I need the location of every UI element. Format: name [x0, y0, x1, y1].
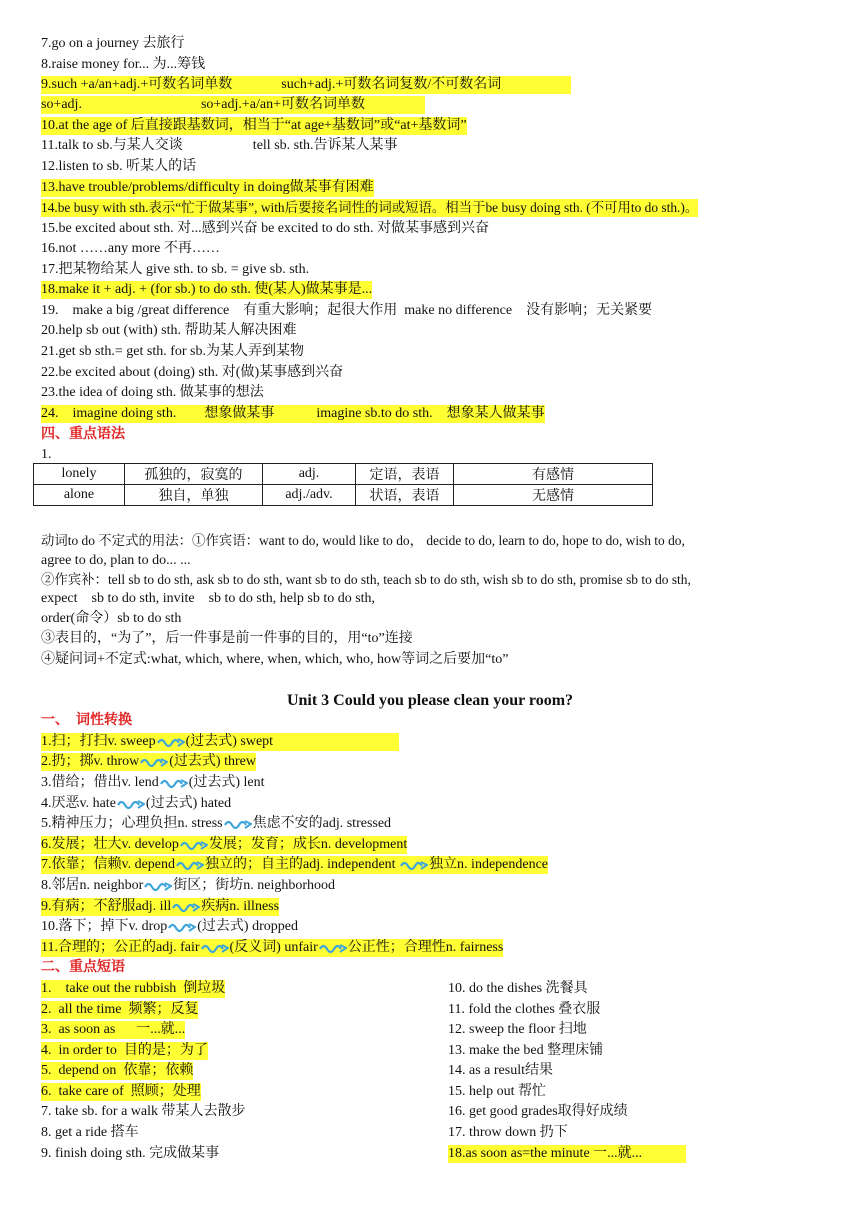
- phrase-right-18: 18.as soon as=the minute 一...就...: [448, 1145, 686, 1163]
- table-number: 1.: [41, 447, 52, 462]
- word-form-base: 11.合理的；公正的adj. fair: [41, 940, 200, 955]
- phrase-right-12: 12. sweep the floor 扫地: [448, 1022, 587, 1037]
- infinitive-line-6: ③表目的，“为了”，后一件事是前一件事的目的，用“to”连接: [41, 631, 413, 646]
- infinitive-line-7: ④疑问词+不定式:what, which, where, when, which, who, how等词之后要加“to”: [41, 652, 509, 667]
- lonely-alone-table: [33, 463, 653, 506]
- phrase-left-6: 6. take care of 照顾；处理: [41, 1084, 201, 1099]
- wave-arrow-icon: [172, 901, 200, 913]
- infinitive-line-3: ②作宾补：tell sb to do sth, ask sb to do sth, want sb to do sth, teach sb to do sth, wish sb to do sth, promise sb to do sth,: [41, 572, 691, 587]
- phrase-14: 14.be busy with sth.表示“忙于做某事”, with后要接名词性的词或短语。相当于be busy doing sth. (不可用to do sth.)。: [41, 200, 699, 215]
- table-cell: 无感情: [454, 485, 653, 506]
- wave-arrow-icon: [180, 839, 208, 851]
- word-form-derived: 独立的；自主的adj. independent: [205, 857, 400, 872]
- phrase-left-9: 9. finish doing sth. 完成做某事: [41, 1146, 220, 1161]
- wave-arrow-icon: [117, 798, 145, 810]
- word-form-derived: (过去式) swept: [185, 734, 274, 749]
- wave-arrow-icon: [160, 777, 188, 789]
- phrase-left-1: 1. take out the rubbish 倒垃圾: [41, 981, 226, 996]
- word-form-derived: (反义词) unfair: [229, 940, 318, 955]
- wave-arrow-icon: [400, 859, 428, 871]
- phrase-11: 11.talk to sb.与某人交谈 tell sb. sth.告诉某人某事: [41, 138, 398, 153]
- phrase-9: 9.such +a/an+adj.+可数名词单数 such+adj.+可数名词复数/不可数名词: [41, 76, 571, 94]
- word-form-derived: (过去式) threw: [169, 754, 256, 769]
- section2-heading: 二、重点短语: [41, 960, 125, 975]
- phrase-right-16: 16. get good grades取得好成绩: [448, 1104, 628, 1119]
- word-form-base: 2.扔；掷v. throw: [41, 754, 140, 769]
- word-form-row: [41, 795, 231, 813]
- phrase-left-8: 8. get a ride 搭车: [41, 1125, 139, 1140]
- table-row: [34, 485, 653, 506]
- word-form-derived-2: 独立n. independence: [429, 857, 549, 872]
- phrase-20: 20.help sb out (with) sth. 帮助某人解决困难: [41, 323, 297, 338]
- word-form-base: 8.邻居n. neighbor: [41, 878, 144, 893]
- wave-arrow-icon: [157, 736, 185, 748]
- word-form-row: [41, 856, 548, 874]
- table-row: [34, 464, 653, 485]
- phrase-15: 15.be excited about sth. 对...感到兴奋 be excited to do sth. 对做某事感到兴奋: [41, 221, 489, 236]
- word-form-row: [41, 918, 298, 936]
- phrase-left-2: 2. all the time 频繁；反复: [41, 1002, 199, 1017]
- phrase-7: 7.go on a journey 去旅行: [41, 36, 185, 51]
- phrase-8: 8.raise money for... 为...筹钱: [41, 57, 206, 72]
- phrase-22: 22.be excited about (doing) sth. 对(做)某事感到兴奋: [41, 365, 344, 380]
- phrase-9-so: so+adj. so+adj.+a/an+可数名词单数: [41, 96, 425, 114]
- phrase-left-7: 7. take sb. for a walk 带某人去散步: [41, 1104, 246, 1119]
- word-form-derived: (过去式) hated: [145, 796, 232, 811]
- wave-arrow-icon: [140, 756, 168, 768]
- phrase-19: 19. make a big /great difference 有重大影响；起很大作用 make no difference 没有影响；无关紧要: [41, 303, 653, 318]
- phrase-13: 13.have trouble/problems/difficulty in doing做某事有困难: [41, 180, 374, 195]
- phrase-10: 10.at the age of 后直接跟基数词，相当于“at age+基数词”或“at+基数词”: [41, 118, 467, 133]
- word-form-derived: (过去式) dropped: [197, 919, 298, 934]
- word-form-derived: (过去式) lent: [188, 775, 265, 790]
- word-form-base: 5.精神压力；心理负担n. stress: [41, 816, 223, 831]
- unit-title: Unit 3 Could you please clean your room?: [286, 692, 574, 709]
- table-cell: lonely: [34, 464, 125, 485]
- phrase-right-11: 11. fold the clothes 叠衣服: [448, 1002, 601, 1017]
- wave-arrow-icon: [176, 859, 204, 871]
- word-form-derived: 街区；街坊n. neighborhood: [173, 878, 336, 893]
- phrase-right-13: 13. make the bed 整理床铺: [448, 1043, 604, 1058]
- phrase-right-15: 15. help out 帮忙: [448, 1084, 546, 1099]
- word-form-derived-2: 公正性；合理性n. fairness: [347, 940, 504, 955]
- word-form-base: 4.厌恶v. hate: [41, 796, 116, 811]
- word-form-row: [41, 733, 399, 751]
- word-form-derived: 发展；发育；成长n. development: [208, 837, 408, 852]
- phrase-left-3: 3. as soon as 一...就...: [41, 1022, 186, 1037]
- word-form-derived: 焦虑不安的adj. stressed: [252, 816, 392, 831]
- phrase-12: 12.listen to sb. 听某人的话: [41, 159, 197, 174]
- phrase-24: 24. imagine doing sth. 想象做某事 imagine sb.to do sth. 想象某人做某事: [41, 406, 545, 421]
- phrase-right-14: 14. as a result结果: [448, 1063, 553, 1078]
- phrase-left-5: 5. depend on 依靠；依赖: [41, 1063, 194, 1078]
- word-form-base: 1.扫；打扫v. sweep: [41, 734, 156, 749]
- word-form-row: [41, 898, 279, 916]
- phrase-18: 18.make it + adj. + (for sb.) to do sth. 使(某人)做某事是...: [41, 282, 373, 297]
- table-cell: 孤独的，寂寞的: [125, 464, 263, 485]
- word-form-row: [41, 815, 391, 833]
- wave-arrow-icon: [201, 942, 229, 954]
- table-cell: 状语，表语: [356, 485, 454, 506]
- phrase-16: 16.not ……any more 不再……: [41, 241, 220, 256]
- infinitive-line-5: order(命令）sb to do sth: [41, 611, 182, 626]
- word-form-row: [41, 939, 503, 957]
- infinitive-line-1: 动词to do 不定式的用法：①作宾语：want to do, would like to do， decide to do, learn to do, hope to do, wish to do,: [41, 533, 685, 548]
- word-form-base: 10.落下；掉下v. drop: [41, 919, 168, 934]
- infinitive-line-2: agree to do, plan to do... ...: [41, 553, 191, 568]
- word-form-row: [41, 877, 335, 895]
- wave-arrow-icon: [168, 921, 196, 933]
- word-form-row: [41, 753, 256, 771]
- word-form-base: 3.借给；借出v. lend: [41, 775, 159, 790]
- table-cell: adj./adv.: [263, 485, 356, 506]
- phrase-left-4: 4. in order to 目的是；为了: [41, 1043, 208, 1058]
- table-cell: adj.: [263, 464, 356, 485]
- wave-arrow-icon: [144, 880, 172, 892]
- grammar-heading: 四、重点语法: [41, 427, 125, 442]
- word-form-base: 9.有病；不舒服adj. ill: [41, 899, 172, 914]
- table-cell: alone: [34, 485, 125, 506]
- word-form-base: 6.发展；壮大v. develop: [41, 837, 179, 852]
- word-form-row: [41, 836, 407, 854]
- phrase-23: 23.the idea of doing sth. 做某事的想法: [41, 385, 264, 400]
- table-cell: 定语，表语: [356, 464, 454, 485]
- wave-arrow-icon: [224, 818, 252, 830]
- infinitive-line-4: expect sb to do sth, invite sb to do sth, help sb to do sth,: [41, 591, 376, 606]
- section1-heading: 一、 词性转换: [41, 713, 132, 728]
- phrase-right-10: 10. do the dishes 洗餐具: [448, 981, 588, 996]
- phrase-17: 17.把某物给某人 give sth. to sb. = give sb. sth.: [41, 262, 310, 277]
- table-cell: 独自，单独: [125, 485, 263, 506]
- table-cell: 有感情: [454, 464, 653, 485]
- word-form-base: 7.依靠；信赖v. depend: [41, 857, 176, 872]
- phrase-right-17: 17. throw down 扔下: [448, 1125, 568, 1140]
- phrase-21: 21.get sb sth.= get sth. for sb.为某人弄到某物: [41, 344, 304, 359]
- wave-arrow-icon: [319, 942, 347, 954]
- word-form-row: [41, 774, 265, 792]
- word-form-derived: 疾病n. illness: [201, 899, 280, 914]
